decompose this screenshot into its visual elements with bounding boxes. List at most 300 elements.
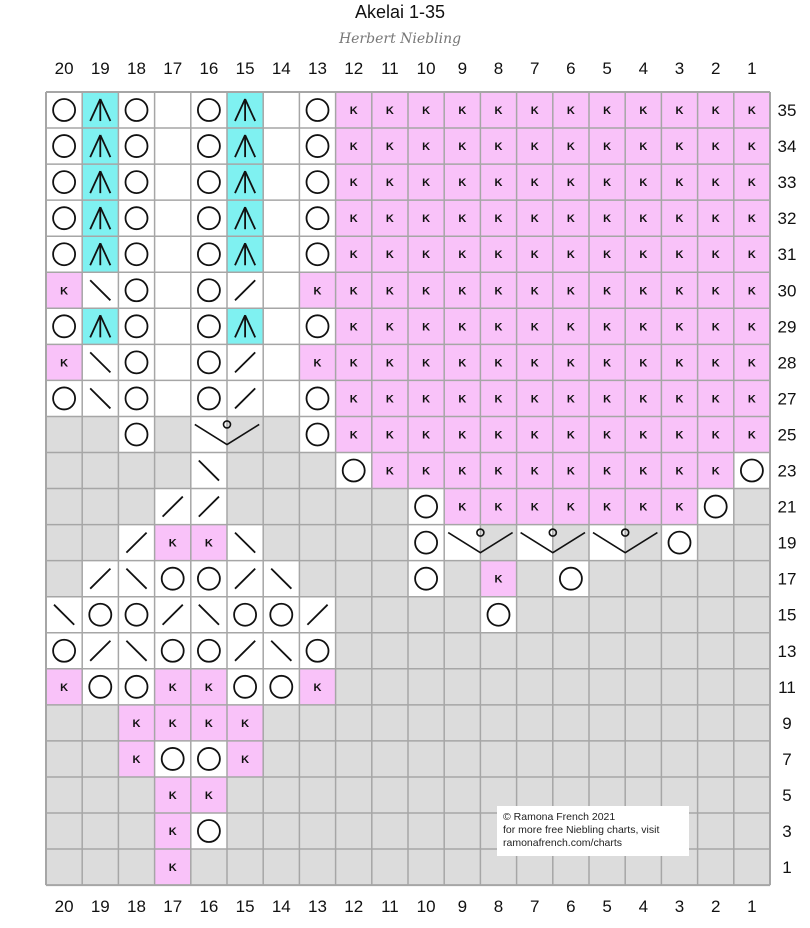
column-label-top: 14 xyxy=(271,59,291,78)
chart-title: Akelai 1-35 xyxy=(354,2,446,22)
chart-cell xyxy=(553,741,589,777)
row-label: 5 xyxy=(782,785,792,805)
knit-symbol: K xyxy=(458,105,467,118)
chart-cell xyxy=(625,525,661,561)
chart-cell xyxy=(372,561,408,597)
knit-symbol: K xyxy=(675,249,684,262)
row-label: 28 xyxy=(777,353,797,373)
knit-symbol: K xyxy=(675,501,684,514)
row-label: 29 xyxy=(777,317,797,337)
knit-symbol: K xyxy=(675,357,684,370)
chart-cell xyxy=(46,633,82,669)
chart-cell xyxy=(336,849,372,885)
column-label-top: 12 xyxy=(344,59,364,78)
knit-symbol: K xyxy=(349,321,358,334)
knit-symbol: K xyxy=(313,285,322,298)
knit-symbol: K xyxy=(747,429,756,442)
knit-symbol: K xyxy=(711,177,720,190)
knit-symbol: K xyxy=(747,213,756,226)
chart-cell xyxy=(227,849,263,885)
chart-cell xyxy=(625,561,661,597)
knit-symbol: K xyxy=(458,465,467,478)
column-label-top: 8 xyxy=(493,59,504,78)
knit-symbol: K xyxy=(349,249,358,262)
row-label: 3 xyxy=(782,822,792,842)
column-label-top: 3 xyxy=(674,59,685,78)
chart-cell xyxy=(589,669,625,705)
knit-symbol: K xyxy=(60,285,69,298)
chart-cell xyxy=(480,669,516,705)
knit-symbol: K xyxy=(385,465,394,478)
chart-cell xyxy=(734,561,770,597)
chart-cell xyxy=(299,92,335,128)
knit-symbol: K xyxy=(422,357,431,370)
knit-symbol: K xyxy=(675,177,684,190)
chart-cell xyxy=(191,164,227,200)
knit-symbol: K xyxy=(385,105,394,118)
chart-cell xyxy=(82,669,118,705)
knit-symbol: K xyxy=(60,681,69,694)
chart-cell xyxy=(82,453,118,489)
chart-cell xyxy=(46,453,82,489)
knit-symbol: K xyxy=(458,141,467,154)
chart-cell xyxy=(408,849,444,885)
column-label-bottom: 11 xyxy=(381,897,399,916)
column-label-top: 10 xyxy=(416,59,436,78)
row-label: 35 xyxy=(777,101,797,121)
chart-cell xyxy=(299,236,335,272)
knit-symbol: K xyxy=(711,105,720,118)
row-label: 34 xyxy=(777,137,797,157)
knit-symbol: K xyxy=(530,321,539,334)
knit-symbol: K xyxy=(422,105,431,118)
chart-cell xyxy=(191,380,227,416)
knit-symbol: K xyxy=(385,357,394,370)
knit-symbol: K xyxy=(530,393,539,406)
chart-cell xyxy=(734,849,770,885)
chart-cell xyxy=(408,813,444,849)
knit-symbol: K xyxy=(458,177,467,190)
knit-symbol: K xyxy=(639,213,648,226)
knit-symbol: K xyxy=(675,141,684,154)
column-label-bottom: 16 xyxy=(199,897,219,916)
knit-symbol: K xyxy=(639,285,648,298)
chart-cell xyxy=(263,813,299,849)
knit-symbol: K xyxy=(494,285,503,298)
chart-cell xyxy=(155,741,191,777)
chart-cell xyxy=(82,813,118,849)
chart-cell xyxy=(553,669,589,705)
knit-symbol: K xyxy=(385,213,394,226)
knit-symbol: K xyxy=(349,177,358,190)
knit-symbol: K xyxy=(168,681,177,694)
chart-cell xyxy=(263,849,299,885)
chart-cell xyxy=(625,705,661,741)
knit-symbol: K xyxy=(639,429,648,442)
chart-cell xyxy=(118,200,154,236)
chart-cell xyxy=(118,308,154,344)
knit-symbol: K xyxy=(458,429,467,442)
knit-symbol: K xyxy=(747,249,756,262)
knit-symbol: K xyxy=(566,249,575,262)
column-label-top: 13 xyxy=(308,59,327,78)
knit-symbol: K xyxy=(566,141,575,154)
chart-cell xyxy=(661,597,697,633)
chart-cell xyxy=(299,705,335,741)
knit-symbol: K xyxy=(747,285,756,298)
knit-symbol: K xyxy=(458,501,467,514)
column-label-bottom: 13 xyxy=(308,897,327,916)
chart-cell xyxy=(155,561,191,597)
chart-cell xyxy=(661,669,697,705)
knit-symbol: K xyxy=(747,177,756,190)
chart-cell xyxy=(336,813,372,849)
chart-cell xyxy=(698,633,734,669)
chart-cell xyxy=(227,416,263,452)
chart-cell xyxy=(589,597,625,633)
chart-cell xyxy=(408,633,444,669)
knit-symbol: K xyxy=(385,429,394,442)
chart-cell xyxy=(82,597,118,633)
column-label-top: 19 xyxy=(90,59,110,78)
chart-cell xyxy=(661,561,697,597)
chart-cell xyxy=(698,597,734,633)
chart-cell xyxy=(82,741,118,777)
chart-cell xyxy=(118,453,154,489)
chart-cell xyxy=(46,380,82,416)
chart-cell xyxy=(263,741,299,777)
chart-cell xyxy=(408,525,444,561)
chart-cell xyxy=(191,416,227,452)
knit-symbol: K xyxy=(711,357,720,370)
knit-symbol: K xyxy=(675,285,684,298)
chart-cell xyxy=(118,272,154,308)
column-label-bottom: 19 xyxy=(90,897,110,916)
chart-cell xyxy=(336,741,372,777)
column-label-bottom: 17 xyxy=(163,897,183,916)
chart-cell xyxy=(408,561,444,597)
chart-cell xyxy=(191,633,227,669)
chart-subtitle: Herbert Niebling xyxy=(338,31,462,47)
knit-symbol: K xyxy=(639,141,648,154)
chart-cell xyxy=(82,777,118,813)
chart-cell xyxy=(82,705,118,741)
chart-cell xyxy=(734,633,770,669)
chart-cell xyxy=(589,561,625,597)
knit-symbol: K xyxy=(385,393,394,406)
knit-symbol: K xyxy=(530,465,539,478)
knit-symbol: K xyxy=(349,429,358,442)
knit-symbol: K xyxy=(711,285,720,298)
chart-cell xyxy=(336,705,372,741)
knit-symbol: K xyxy=(168,826,177,839)
chart-cell xyxy=(263,128,299,164)
chart-cell xyxy=(372,597,408,633)
knit-symbol: K xyxy=(494,213,503,226)
knit-symbol: K xyxy=(639,177,648,190)
knit-symbol: K xyxy=(349,357,358,370)
chart-cell xyxy=(46,561,82,597)
chart-cell xyxy=(155,128,191,164)
chart-cell xyxy=(263,380,299,416)
knit-symbol: K xyxy=(385,249,394,262)
knit-symbol: K xyxy=(494,573,503,586)
chart-cell xyxy=(698,489,734,525)
chart-cell xyxy=(299,849,335,885)
chart-cell xyxy=(118,128,154,164)
chart-cell xyxy=(118,669,154,705)
chart-cell xyxy=(698,561,734,597)
knit-symbol: K xyxy=(385,177,394,190)
chart-cell xyxy=(263,489,299,525)
chart-cell xyxy=(661,633,697,669)
chart-cell xyxy=(118,344,154,380)
knit-symbol: K xyxy=(168,789,177,802)
chart-cell xyxy=(299,200,335,236)
chart-cell xyxy=(734,813,770,849)
chart-cell xyxy=(372,525,408,561)
chart-cell xyxy=(408,597,444,633)
column-label-bottom: 8 xyxy=(493,897,504,916)
column-label-bottom: 9 xyxy=(457,897,468,916)
chart-cell xyxy=(299,164,335,200)
knit-symbol: K xyxy=(494,105,503,118)
chart-cell xyxy=(734,453,770,489)
chart-cell xyxy=(299,308,335,344)
knit-symbol: K xyxy=(458,357,467,370)
chart-cell xyxy=(372,777,408,813)
chart-cell xyxy=(118,849,154,885)
chart-cell xyxy=(444,813,480,849)
knit-symbol: K xyxy=(603,393,612,406)
chart-cell xyxy=(46,741,82,777)
chart-cell xyxy=(444,669,480,705)
knit-symbol: K xyxy=(168,862,177,875)
chart-cell xyxy=(372,741,408,777)
chart-cell xyxy=(46,200,82,236)
chart-cell xyxy=(118,489,154,525)
chart-cell xyxy=(46,92,82,128)
column-label-bottom: 18 xyxy=(127,897,146,916)
chart-cell xyxy=(408,669,444,705)
knit-symbol: K xyxy=(530,177,539,190)
knit-symbol: K xyxy=(422,141,431,154)
knit-symbol: K xyxy=(494,465,503,478)
chart-cell xyxy=(299,777,335,813)
chart-cell xyxy=(698,849,734,885)
chart-cell xyxy=(408,741,444,777)
knit-symbol: K xyxy=(422,393,431,406)
knit-symbol: K xyxy=(566,429,575,442)
knit-symbol: K xyxy=(494,249,503,262)
chart-cell xyxy=(118,236,154,272)
chart-cell xyxy=(299,741,335,777)
knit-symbol: K xyxy=(132,753,141,766)
column-label-bottom: 15 xyxy=(235,897,255,916)
knit-symbol: K xyxy=(204,537,213,550)
knit-symbol: K xyxy=(458,393,467,406)
chart-cell xyxy=(517,741,553,777)
column-label-top: 16 xyxy=(199,59,219,78)
knit-symbol: K xyxy=(530,213,539,226)
chart-cell xyxy=(191,200,227,236)
knit-symbol: K xyxy=(639,249,648,262)
knit-symbol: K xyxy=(566,321,575,334)
chart-cell xyxy=(82,525,118,561)
knit-symbol: K xyxy=(530,501,539,514)
knit-symbol: K xyxy=(566,105,575,118)
knit-symbol: K xyxy=(711,429,720,442)
knit-symbol: K xyxy=(168,717,177,730)
knit-symbol: K xyxy=(711,213,720,226)
chart-cell xyxy=(661,705,697,741)
knit-symbol: K xyxy=(132,717,141,730)
chart-cell xyxy=(263,344,299,380)
column-label-bottom: 4 xyxy=(638,897,649,916)
chart-cell xyxy=(444,777,480,813)
chart-cell xyxy=(155,308,191,344)
knit-symbol: K xyxy=(639,105,648,118)
row-label: 19 xyxy=(777,533,797,553)
column-label-top: 2 xyxy=(710,59,721,78)
chart-cell xyxy=(444,633,480,669)
knit-symbol: K xyxy=(241,753,250,766)
knit-symbol: K xyxy=(349,105,358,118)
chart-cell xyxy=(336,561,372,597)
column-label-top: 7 xyxy=(529,59,540,78)
chart-cell xyxy=(625,633,661,669)
chart-cell xyxy=(46,128,82,164)
chart-cell xyxy=(191,272,227,308)
chart-cell xyxy=(46,849,82,885)
chart-cell xyxy=(336,597,372,633)
chart-cell xyxy=(191,128,227,164)
chart-cell xyxy=(46,164,82,200)
row-label: 7 xyxy=(782,749,792,769)
chart-cell xyxy=(299,453,335,489)
knit-symbol: K xyxy=(639,465,648,478)
credits-line-2: for more free Niebling charts, visit xyxy=(503,824,660,836)
knit-symbol: K xyxy=(385,285,394,298)
row-label: 17 xyxy=(777,569,797,589)
chart-cell xyxy=(227,453,263,489)
chart-cell xyxy=(517,525,553,561)
chart-cell xyxy=(82,416,118,452)
chart-cell xyxy=(46,308,82,344)
chart-cell xyxy=(263,164,299,200)
knit-symbol: K xyxy=(566,285,575,298)
chart-cell xyxy=(263,92,299,128)
knit-symbol: K xyxy=(313,357,322,370)
knit-symbol: K xyxy=(566,501,575,514)
chart-cell xyxy=(625,741,661,777)
chart-cell xyxy=(734,705,770,741)
chart-cell xyxy=(227,669,263,705)
chart-cell xyxy=(698,741,734,777)
chart-cell xyxy=(553,597,589,633)
chart-cell xyxy=(444,849,480,885)
chart-cell xyxy=(118,813,154,849)
column-label-top: 15 xyxy=(235,59,255,78)
chart-cell xyxy=(589,525,625,561)
chart-cell xyxy=(263,705,299,741)
knit-symbol: K xyxy=(422,213,431,226)
knit-symbol: K xyxy=(60,357,69,370)
chart-cell xyxy=(263,416,299,452)
chart-cell xyxy=(227,597,263,633)
knit-symbol: K xyxy=(603,105,612,118)
chart-cell xyxy=(553,561,589,597)
chart-cell xyxy=(191,561,227,597)
row-label: 13 xyxy=(777,641,797,661)
knit-symbol: K xyxy=(711,321,720,334)
chart-cell xyxy=(517,705,553,741)
chart-cell xyxy=(734,489,770,525)
column-label-top: 5 xyxy=(602,59,612,78)
chart-cell xyxy=(191,849,227,885)
chart-cell xyxy=(118,380,154,416)
knit-symbol: K xyxy=(385,321,394,334)
row-label: 30 xyxy=(777,281,797,301)
knit-symbol: K xyxy=(603,141,612,154)
chart-cell xyxy=(553,525,589,561)
credits-box xyxy=(497,806,689,856)
knit-symbol: K xyxy=(603,429,612,442)
knit-symbol: K xyxy=(494,429,503,442)
knit-symbol: K xyxy=(603,213,612,226)
row-label: 9 xyxy=(782,713,792,733)
knit-symbol: K xyxy=(530,429,539,442)
knit-symbol: K xyxy=(530,141,539,154)
knit-symbol: K xyxy=(385,141,394,154)
chart-cell xyxy=(227,777,263,813)
knit-symbol: K xyxy=(639,501,648,514)
chart-cell xyxy=(698,813,734,849)
knit-symbol: K xyxy=(747,393,756,406)
chart-cell xyxy=(336,489,372,525)
knit-symbol: K xyxy=(530,285,539,298)
knit-symbol: K xyxy=(747,105,756,118)
chart-cell xyxy=(155,416,191,452)
knit-symbol: K xyxy=(168,537,177,550)
chart-cell xyxy=(263,200,299,236)
chart-cell xyxy=(734,669,770,705)
chart-cell xyxy=(698,669,734,705)
knit-symbol: K xyxy=(349,213,358,226)
chart-cell xyxy=(517,669,553,705)
column-label-top: 4 xyxy=(638,59,649,78)
chart-cell xyxy=(372,813,408,849)
chart-cell xyxy=(299,128,335,164)
chart-cell xyxy=(444,705,480,741)
knit-symbol: K xyxy=(603,321,612,334)
chart-cell xyxy=(336,777,372,813)
row-label: 1 xyxy=(782,858,792,878)
chart-cell xyxy=(118,92,154,128)
chart-cell xyxy=(299,813,335,849)
chart-cell xyxy=(46,236,82,272)
chart-cell xyxy=(408,777,444,813)
chart-cell xyxy=(444,741,480,777)
chart-cell xyxy=(698,777,734,813)
chart-cell xyxy=(82,489,118,525)
chart-cell xyxy=(46,813,82,849)
chart-cell xyxy=(517,597,553,633)
knit-symbol: K xyxy=(458,321,467,334)
row-label: 31 xyxy=(777,245,797,265)
chart-cell xyxy=(553,705,589,741)
column-label-top: 6 xyxy=(566,59,576,78)
